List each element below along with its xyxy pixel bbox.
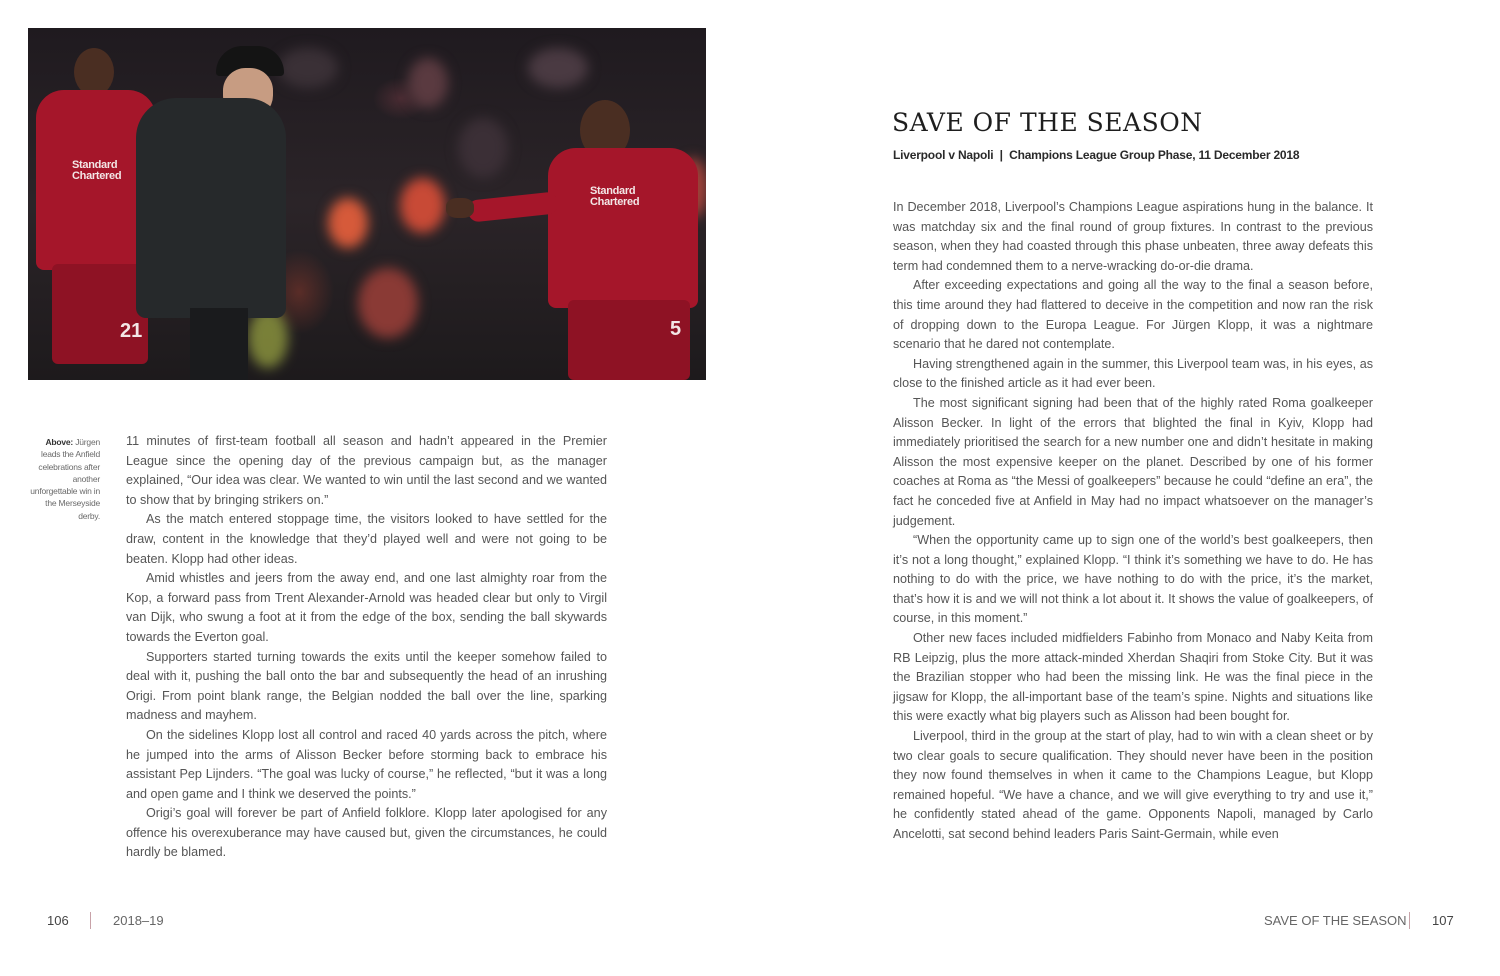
chapter-title: SAVE OF THE SEASON (892, 108, 1203, 137)
photo-caption (30, 436, 100, 522)
crowd-blob (408, 58, 448, 108)
caption-lead: Above: (45, 437, 74, 447)
paragraph: Origi’s goal will forever be part of Anfield folklore. Klopp later apologised for any offence his overexuberance may have caused but, given the circumstances, he could hardly be blamed. (126, 806, 607, 860)
caption-text: Jürgen leads the Anfield celebrations after another unforgettable win in the Merseyside derby. (30, 437, 100, 521)
manager-coat (136, 98, 286, 318)
player-head (74, 48, 114, 96)
paragraph: After exceeding expectations and going all the way to the final a season before, this time around they had flattered to deceive in the competition and now ran the risk of dropping down to the Europa League. For Jürgen Klopp, it was a nightmare scenario that he dared not contemplate. (893, 278, 1373, 352)
player-arm (467, 191, 559, 222)
player-shirt (548, 148, 698, 308)
paragraph: Liverpool, third in the group at the start of play, had to win with a clean sheet or by two clear goals to secure qualification. They should never have been in the position they now found themselves in when it came to the Champions League, but Klopp remained hopeful. “We have a chance, and we will give everything to try and use it,” he confidently stated ahead of the game. Opponents Napoli, managed by Carlo Ancelotti, sat second behind leaders Paris Saint-Germain, while even (893, 729, 1373, 841)
paragraph: Supporters started turning towards the exits until the keeper somehow failed to deal with it, pushing the ball onto the bar and subsequently the head of an inrushing Origi. From point blank range, the Belgian nodded the ball over the line, sparking madness and mayhem. (126, 649, 607, 723)
folio-divider (90, 912, 91, 929)
crowd-blob (278, 48, 338, 88)
shirt-sponsor: Standard Chartered (72, 159, 122, 182)
crowd-blob (358, 268, 418, 338)
manager-trousers (190, 308, 248, 380)
match-subtitle: Liverpool v Napoli | Champions League Group Phase, 11 December 2018 (893, 148, 1300, 162)
paragraph: Other new faces included midfielders Fabinho from Monaco and Naby Keita from RB Leipzig, plus the more attack-minded Xherdan Shaqiri from Stoke City. But it was the Brazilian stopper who had been the missing link. He was the final piece in the jigsaw for Klopp, the all-important base of the team’s spine. Nights and situations like this were exactly what big players such as Alisson had been bought for. (893, 631, 1373, 724)
match-photo (28, 28, 706, 380)
paragraph: The most significant signing had been that of the highly rated Roma goalkeeper Alisson Becker. In light of the errors that blighted the final in Kyiv, Klopp had immediately prioritised the search for a new number one and didn’t hesitate in making Alisson the most expensive keeper on the planet. Described by one of his former coaches at Roma as “the Messi of goalkeepers” because he could “define an era”, the fact he conceded five at Anfield in May had no impact whatsoever on the manager’s judgement. (893, 395, 1373, 528)
shirt-number: 5 (670, 318, 682, 340)
crowd-blob (458, 118, 508, 178)
left-running-head: 2018–19 (113, 913, 164, 928)
folio-divider (1409, 912, 1410, 929)
paragraph: “When the opportunity came up to sign one of the world’s best goalkeepers, then it’s not a long thought,” explained Klopp. “I think it’s something we have to do. He has nothing to do with the price, we have nothing to do with the price, it’s the market, that’s how it is and we will not think a lot about it. It shows the value of goalkeepers, of course, in this moment.” (893, 533, 1373, 626)
left-page-body (126, 432, 607, 863)
paragraph: Amid whistles and jeers from the away end, and one last almighty roar from the Kop, a forward pass from Trent Alexander-Arnold was headed clear but only to Virgil van Dijk, who swung a foot at it from the edge of the box, sending the ball skywards towards the Everton goal. (126, 571, 607, 644)
paragraph: Having strengthened again in the summer, this Liverpool team was, in his eyes, as close to the finished article as it had ever been. (893, 356, 1373, 391)
crowd-blob (328, 198, 368, 248)
paragraph: In December 2018, Liverpool’s Champions League aspirations hung in the balance. It was matchday six and the final round of group fixtures. In contrast to the previous season, when they had coasted through this phase unbeaten, three away defeats this term had condemned them to a nerve-wracking do-or-die drama. (893, 200, 1373, 273)
paragraph: On the sidelines Klopp lost all control and raced 40 yards across the pitch, where he jumped into the arms of Alisson Becker before storming back to embrace his assistant Pep Lijnders. “The goal was lucky of course,” he reflected, “but it was a long and open game and I think we deserved the points.” (126, 727, 607, 801)
shirt-sponsor: Standard Chartered (590, 185, 640, 208)
paragraph: As the match entered stoppage time, the visitors looked to have settled for the draw, content in the knowledge that they’d played well and were not going to be beaten. Klopp had other ideas. (126, 512, 607, 566)
right-page-body (893, 198, 1373, 845)
paragraph: 11 minutes of first-team football all season and hadn’t appeared in the Premier League since the opening day of the previous campaign but, as the manager explained, “Our idea was clear. We wanted to win until the last second and we wanted to show that by bringing strikers on.” (126, 434, 607, 507)
shirt-number: 21 (120, 320, 143, 342)
crowd-blob (528, 48, 588, 88)
left-page-number: 106 (47, 913, 69, 928)
right-page-number: 107 (1432, 913, 1454, 928)
player-hand (446, 198, 474, 218)
player-shorts (52, 264, 148, 364)
right-running-head: SAVE OF THE SEASON (1264, 913, 1407, 928)
crowd-blob (400, 178, 445, 233)
